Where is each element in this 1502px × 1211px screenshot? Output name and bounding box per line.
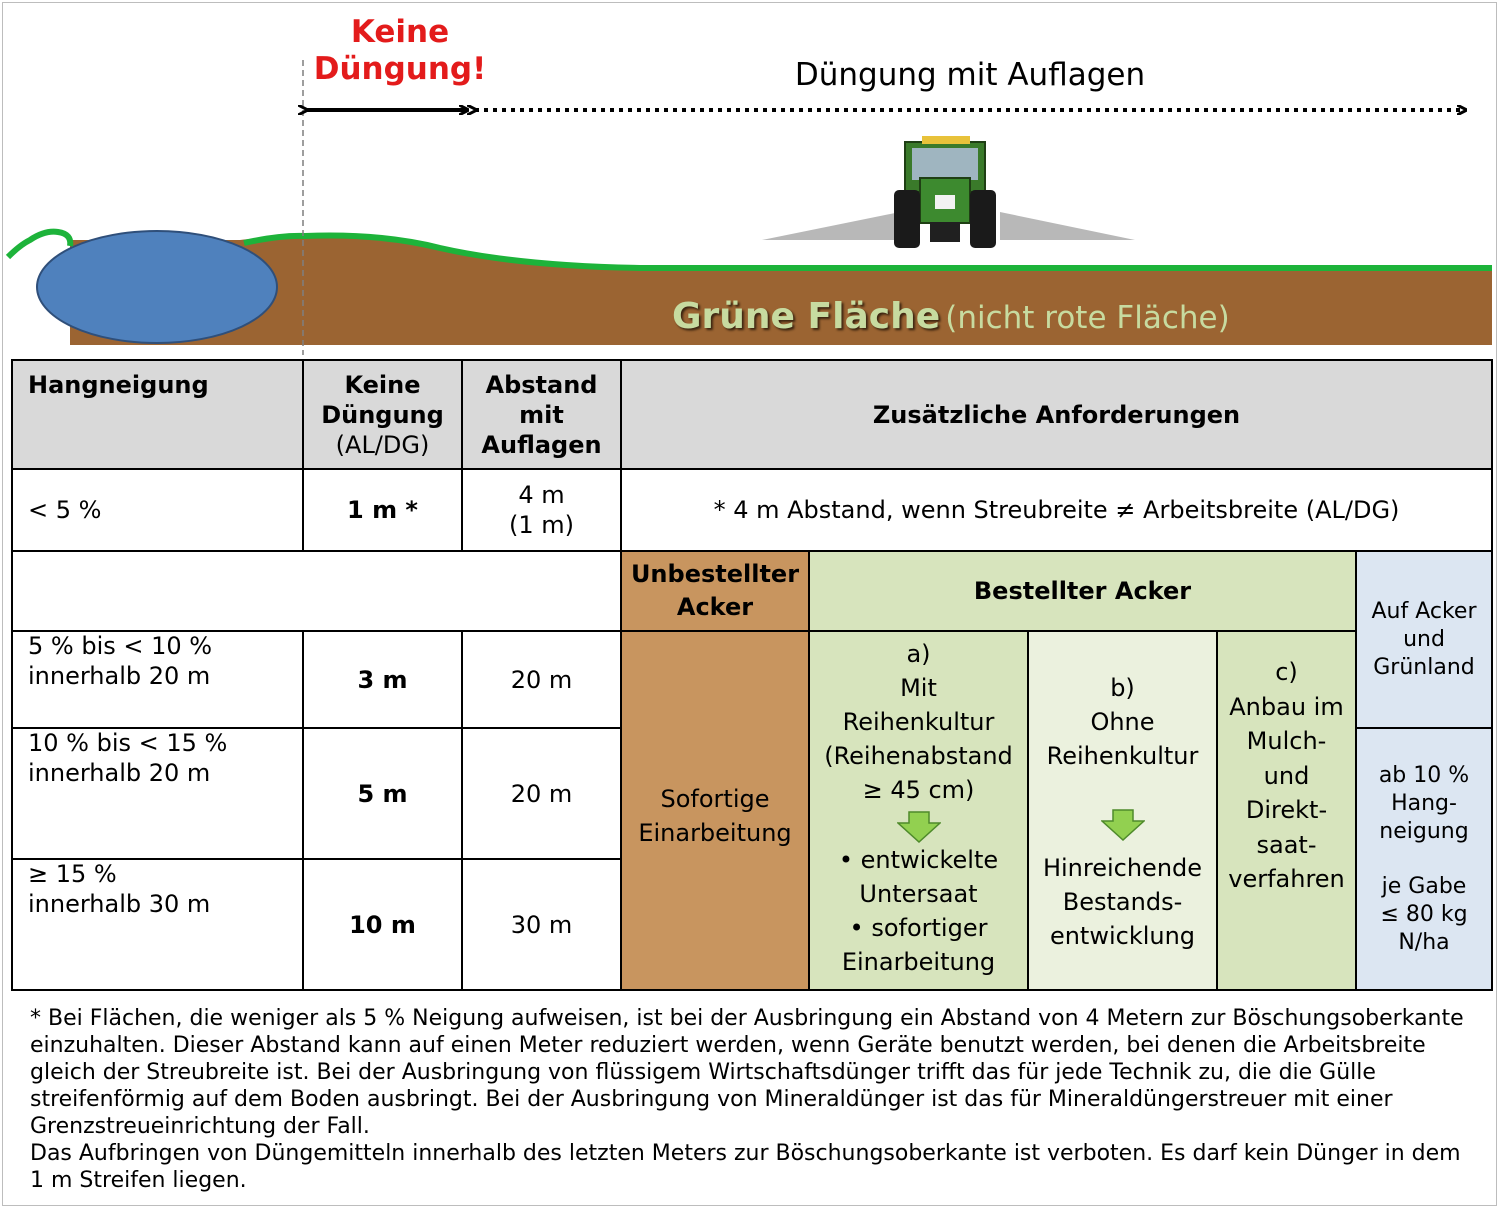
grid-line bbox=[11, 359, 13, 991]
keine-duengung-label: Keine Düngung! bbox=[313, 14, 487, 87]
row3-distance: 20 m bbox=[510, 779, 573, 808]
row1-note: * 4 m Abstand, wenn Streubreite ≠ Arbeitsbreite (AL/DG) bbox=[713, 496, 1400, 524]
row1-no-fert: 1 m * bbox=[347, 496, 418, 524]
grid-line bbox=[302, 359, 304, 551]
footnote bbox=[30, 1005, 1480, 1194]
grid-line bbox=[11, 359, 1493, 361]
grid-line bbox=[808, 550, 810, 991]
tractor-icon bbox=[894, 136, 996, 248]
grid-line bbox=[11, 858, 622, 860]
grid-line bbox=[1216, 630, 1218, 991]
gruene-flaeche-label bbox=[672, 296, 1230, 337]
unbestellter-requirement: Sofortige Einarbeitung bbox=[621, 631, 809, 990]
row1-slope: < 5 % bbox=[28, 496, 102, 524]
grid-line bbox=[302, 630, 304, 991]
grid-line bbox=[1355, 550, 1357, 991]
row3-no-fert: 5 m bbox=[357, 779, 408, 808]
grid-line bbox=[1027, 630, 1029, 991]
col-b-ohne-reihenkultur: b) Ohne Reihenkultur Hinreichende Bestands- entwicklung bbox=[1028, 631, 1217, 990]
spray-right bbox=[1000, 212, 1135, 240]
header-zusaetzliche: Zusätzliche Anforderungen bbox=[621, 360, 1492, 469]
grid-line bbox=[620, 359, 622, 991]
grid-line bbox=[461, 630, 463, 991]
grid-line bbox=[1491, 359, 1493, 991]
grid-line bbox=[11, 727, 622, 729]
spray-left bbox=[762, 212, 900, 240]
row2-no-fert: 3 m bbox=[357, 665, 408, 694]
row4-slope: ≥ 15 % innerhalb 30 m bbox=[28, 860, 211, 918]
footnote-paragraph-1: * Bei Flächen, die weniger als 5 % Neigung aufweisen, ist bei der Ausbringung ein Abstand von 4 Metern zur Böschungsoberkante einzuhalten. Dieser Abstand kann auf einen Meter reduziert werden, wenn Geräte benutzt werden, bei denen die Arbeitsbreite gleich der Streubreite ist. Bei der Ausbringung von flüssigem Wirtschaftsdünger trifft das für jede Technik zu, die die Gülle streifenförmig auf dem Boden ausbringt. Bei der Ausbringung von Mineraldünger ist das für Mineraldüngerstreuer mit einer Grenzstreueinrichtung der Fall. bbox=[30, 1006, 1464, 1139]
header-abstand: Abstand mit Auflagen bbox=[462, 360, 621, 469]
header-hangneigung: Hangneigung bbox=[12, 360, 303, 469]
duengung-mit-auflagen-label: Düngung mit Auflagen bbox=[794, 57, 1146, 93]
gruene-flaeche-title: Grüne Fläche bbox=[672, 296, 941, 337]
row4-distance: 30 m bbox=[510, 910, 573, 939]
row2-distance: 20 m bbox=[510, 665, 573, 694]
row4-no-fert: 10 m bbox=[349, 910, 416, 939]
grid-line bbox=[461, 359, 463, 551]
grid-line bbox=[1356, 727, 1493, 729]
subheader-unbestellter: Unbestellter Acker bbox=[621, 551, 809, 631]
col-blue-gabe: ab 10 % Hang- neigung je Gabe ≤ 80 kg N/ha bbox=[1356, 728, 1492, 990]
subheader-bestellter: Bestellter Acker bbox=[809, 551, 1356, 631]
grid-line bbox=[11, 989, 1493, 991]
green-down-arrow-icon bbox=[897, 811, 941, 843]
grid-line bbox=[11, 550, 1493, 552]
row3-slope: 10 % bis < 15 % innerhalb 20 m bbox=[28, 729, 228, 787]
col-a-mit-reihenkultur: a) Mit Reihenkultur (Reihenabstand ≥ 45 cm) • entwickelte Untersaat • sofortiger Einarbeitung bbox=[809, 631, 1028, 990]
footnote-paragraph-2: Das Aufbringen von Düngemitteln innerhalb des letzten Meters zur Böschungsoberkante ist verboten. Es darf kein Dünger in dem 1 m Streifen liegen. bbox=[30, 1141, 1461, 1193]
header-keine-duengung: Keine Düngung (AL/DG) bbox=[303, 360, 462, 469]
row1-distance: 4 m (1 m) bbox=[508, 481, 574, 539]
col-c-mulchsaat: c) Anbau im Mulch- und Direkt- saat- verfahren bbox=[1217, 631, 1356, 990]
nicht-rote-flaeche: (nicht rote Fläche) bbox=[945, 300, 1230, 336]
pond bbox=[37, 231, 277, 343]
grid-line bbox=[11, 468, 1493, 470]
subheader-auf-acker: Auf Acker und Grünland bbox=[1356, 551, 1492, 728]
row2-slope: 5 % bis < 10 % innerhalb 20 m bbox=[28, 632, 213, 690]
grid-line bbox=[11, 630, 1357, 632]
green-down-arrow-icon bbox=[1101, 809, 1145, 841]
